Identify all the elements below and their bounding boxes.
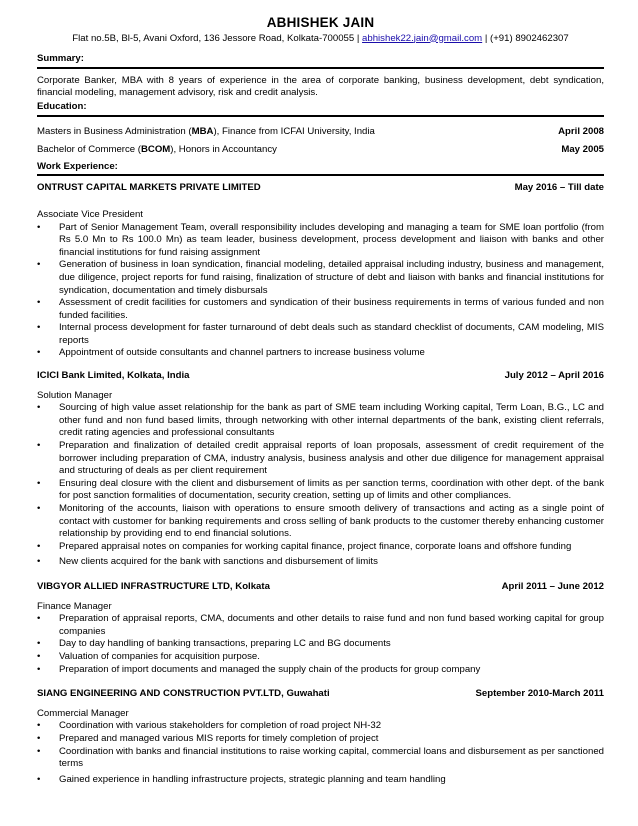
list-item: • Prepared and managed various MIS reports for timely completion of project: [37, 733, 604, 746]
degree: Masters in Business Administration (MBA), Finance from ICFAI University, India: [37, 125, 375, 137]
education-date: May 2005: [561, 144, 604, 156]
address: Flat no.5B, Bl-5, Avani Oxford, 136 Jessore Road, Kolkata-700055 |: [72, 32, 363, 44]
list-item: • Prepared appraisal notes on companies for working capital finance, project finance, corporate loans and offshore funding: [37, 541, 604, 554]
phone: | (+91) 8902462307: [482, 32, 569, 44]
list-item: • New clients acquired for the bank with sanctions and disbursement of limits: [37, 556, 604, 569]
candidate-name: ABHISHEK JAIN: [266, 15, 375, 30]
summary-text: Corporate Banker, MBA with 8 years of experience in the area of corporate banking, business development, debt syndication, financial modeling, management advisory, risk and credit analysis.: [37, 74, 604, 99]
list-item: • Ensuring deal closure with the client and disbursement of limits as per sanction terms, coordination with other dept. of the bank for post sanction formalities of documentation, security creation, setting up of limits and other compliances.: [37, 478, 604, 503]
list-item: • Preparation of appraisal reports, CMA, documents and other details to raise fund and non fund based working capital for group companies: [37, 613, 604, 638]
education-item: [37, 126, 604, 139]
list-item: • Preparation of import documents and managed the supply chain of the products for group company: [37, 664, 604, 677]
section-divider: [37, 67, 604, 69]
resume-page: [37, 0, 604, 786]
company-name: VIBGYOR ALLIED INFRASTRUCTURE LTD, Kolkata: [37, 580, 270, 592]
list-item: • Assessment of credit facilities for customers and syndication of their business requirements in terms of various funded and non funded facilities.: [37, 297, 604, 322]
education-heading: Education:: [37, 100, 87, 112]
list-item: • Preparation and finalization of detailed credit appraisal reports of loan proposals, assessment of credit requirement of the borrower including preparation of CMA, industry analysis, business analysis and other due diligence for management appraisal and structuring of deals as per client requirement: [37, 440, 604, 478]
list-item: • Part of Senior Management Team, overall responsibility includes developing and managing a team for SME loan portfolio (from Rs 5.0 Mn to Rs 100.0 Mn) as team leader, business development, process development and liaison with banks and other financial institutions for fund raising assignment: [37, 222, 604, 260]
employment-dates: May 2016 – Till date: [514, 182, 604, 194]
job-role: Commercial Manager: [37, 707, 129, 719]
company-name: ONTRUST CAPITAL MARKETS PRIVATE LIMITED: [37, 182, 261, 194]
list-item: • Day to day handling of banking transactions, preparing LC and BG documents: [37, 638, 604, 651]
list-item: • Valuation of companies for acquisition purpose.: [37, 651, 604, 664]
list-item: • Sourcing of high value asset relationship for the bank as part of SME team including Working capital, Term Loan, B.G., LC and other fund and non fund based limits, through networking with other internal departments of the bank, existing client referrals, credit rating agencies and professional consultants: [37, 402, 604, 440]
company-row: [37, 370, 604, 383]
employment-dates: July 2012 – April 2016: [504, 370, 604, 382]
employment-dates: April 2011 – June 2012: [501, 580, 604, 592]
company-row: [37, 581, 604, 594]
company-name: SIANG ENGINEERING AND CONSTRUCTION PVT.LTD, Guwahati: [37, 688, 330, 700]
degree: Bachelor of Commerce (BCOM), Honors in Accountancy: [37, 144, 277, 156]
section-divider: [37, 174, 604, 176]
list-item: • Monitoring of the accounts, liaison with operations to ensure smooth delivery of transactions and acting as a single point of contact with customer for banking requirements and cross selling of bank products to the customer thereby enhancing customer relationship by providing end to end financial solutions.: [37, 503, 604, 541]
list-item: • Gained experience in handling infrastructure projects, strategic planning and team handling: [37, 774, 604, 787]
education-date: April 2008: [558, 125, 604, 137]
section-divider: [37, 115, 604, 117]
job-role: Solution Manager: [37, 389, 113, 401]
job-bullets: [37, 613, 604, 676]
job-role: Associate Vice President: [37, 208, 143, 220]
company-row: [37, 182, 604, 195]
work-heading: Work Experience:: [37, 160, 118, 172]
job-bullets: [37, 402, 604, 569]
company-name: ICICI Bank Limited, Kolkata, India: [37, 370, 190, 382]
job-role: Finance Manager: [37, 600, 112, 612]
summary-heading: Summary:: [37, 53, 84, 65]
list-item: • Appointment of outside consultants and channel partners to increase business volume: [37, 347, 604, 360]
job-bullets: [37, 222, 604, 361]
list-item: • Internal process development for faster turnaround of debt deals such as standard checklist of documents, CAM modeling, MIS reports: [37, 322, 604, 347]
list-item: • Generation of business in loan syndication, financial modeling, detailed appraisal including industry, business and management, due diligence, project reports for fund raising, finalization of structure of debt and liaison with banks and financial institutions for syndication, documentation and timely disbursals: [37, 259, 604, 297]
list-item: • Coordination with banks and financial institutions to raise working capital, commercial loans and disbursement as per sanctioned terms: [37, 746, 604, 771]
education-item: [37, 144, 604, 157]
job-bullets: [37, 720, 604, 786]
contact-line: [37, 33, 604, 46]
email-link[interactable]: abhishek22.jain@gmail.com: [362, 32, 483, 44]
company-row: [37, 688, 604, 701]
list-item: • Coordination with various stakeholders for completion of road project NH-32: [37, 720, 604, 733]
employment-dates: September 2010-March 2011: [475, 688, 604, 700]
